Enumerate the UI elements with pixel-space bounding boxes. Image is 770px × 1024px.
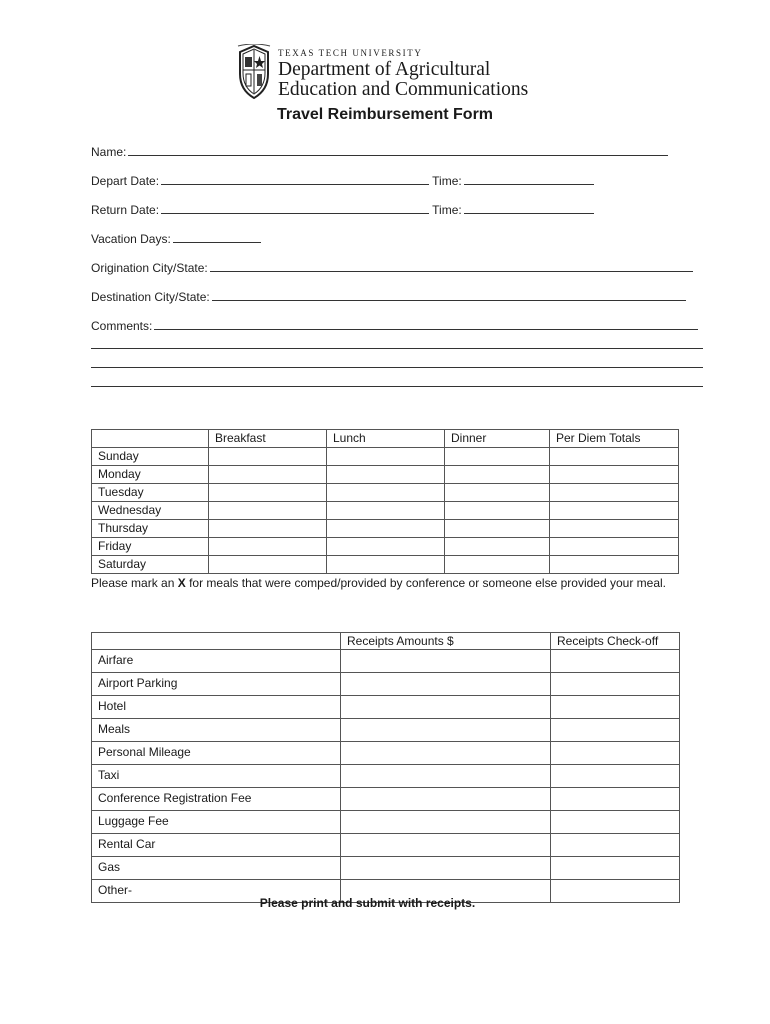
lunch-cell[interactable] [327,448,445,466]
submit-instruction: Please print and submit with receipts. [259,896,476,910]
receipt-checkoff-cell[interactable] [551,650,680,673]
lunch-cell[interactable] [327,520,445,538]
origination-label: Origination City/State: [91,261,208,275]
expense-row-personal-mileage [92,742,680,765]
lunch-cell[interactable] [327,556,445,574]
meals-header-blank [92,430,209,448]
receipt-checkoff-cell[interactable] [551,811,680,834]
receipt-checkoff-cell[interactable] [551,673,680,696]
return-time-label: Time: [432,203,462,217]
receipt-checkoff-cell[interactable] [551,742,680,765]
return-time-line[interactable] [464,202,594,214]
comments-line-4[interactable] [91,374,703,387]
receipt-checkoff-cell[interactable] [551,788,680,811]
return-date-line[interactable] [161,202,429,214]
per-diem-cell[interactable] [550,520,679,538]
name-field-row [91,144,668,159]
expenses-header-row [92,633,680,650]
meals-row-tuesday [92,484,679,502]
destination-row [91,289,686,304]
expense-label: Rental Car [92,834,341,857]
breakfast-cell[interactable] [209,520,327,538]
meals-header-breakfast: Breakfast [209,430,327,448]
dinner-cell[interactable] [445,466,550,484]
meals-row-thursday [92,520,679,538]
expenses-header-checkoff: Receipts Check-off [551,633,680,650]
department-name-line1: Department of Agricultural [278,59,491,80]
dinner-cell[interactable] [445,556,550,574]
receipt-amount-cell[interactable] [341,650,551,673]
meals-header-dinner: Dinner [445,430,550,448]
receipt-amount-cell[interactable] [341,673,551,696]
breakfast-cell[interactable] [209,466,327,484]
comments-line-3[interactable] [91,355,703,368]
receipt-amount-cell[interactable] [341,834,551,857]
meals-header-row [92,430,679,448]
dinner-cell[interactable] [445,484,550,502]
receipt-amount-cell[interactable] [341,696,551,719]
per-diem-cell[interactable] [550,466,679,484]
expense-label: Airfare [92,650,341,673]
meals-row-wednesday [92,502,679,520]
vacation-row [91,231,261,246]
meals-table [91,429,679,574]
department-name-line2: Education and Communications [278,79,529,100]
day-label: Tuesday [92,484,209,502]
dinner-cell[interactable] [445,538,550,556]
dinner-cell[interactable] [445,520,550,538]
depart-date-label: Depart Date: [91,174,160,188]
vacation-days-line[interactable] [173,231,261,243]
lunch-cell[interactable] [327,538,445,556]
per-diem-cell[interactable] [550,556,679,574]
breakfast-cell[interactable] [209,556,327,574]
expense-label: Gas [92,857,341,880]
meals-row-saturday [92,556,679,574]
origination-line[interactable] [210,260,693,272]
meals-header-lunch: Lunch [327,430,445,448]
lunch-cell[interactable] [327,502,445,520]
expense-row-taxi [92,765,680,788]
expenses-header-blank [92,633,341,650]
return-row [91,202,594,217]
comments-label: Comments: [91,319,153,333]
per-diem-cell[interactable] [550,484,679,502]
expense-label: Meals [92,719,341,742]
dinner-cell[interactable] [445,448,550,466]
form-title: Travel Reimbursement Form [276,106,494,123]
expenses-header-amounts: Receipts Amounts $ [341,633,551,650]
depart-row [91,173,594,188]
lunch-cell[interactable] [327,484,445,502]
expense-row-hotel [92,696,680,719]
expense-label: Luggage Fee [92,811,341,834]
receipt-amount-cell[interactable] [341,742,551,765]
receipt-checkoff-cell[interactable] [551,834,680,857]
receipt-checkoff-cell[interactable] [551,719,680,742]
expense-row-luggage-fee [92,811,680,834]
expense-row-gas [92,857,680,880]
expense-label: Conference Registration Fee [92,788,341,811]
expense-label: Personal Mileage [92,742,341,765]
name-line[interactable] [128,144,668,156]
expenses-table [91,632,680,903]
day-label: Thursday [92,520,209,538]
expense-row-airfare [92,650,680,673]
meals-note-after: for meals that were comped/provided by conference or someone else provided your meal. [185,576,666,590]
meals-note [91,576,666,590]
meals-note-mark: X [177,576,186,590]
breakfast-cell[interactable] [209,502,327,520]
vacation-days-label: Vacation Days: [91,232,171,246]
breakfast-cell[interactable] [209,538,327,556]
day-label: Sunday [92,448,209,466]
day-label: Saturday [92,556,209,574]
receipt-amount-cell[interactable] [341,811,551,834]
destination-label: Destination City/State: [91,290,210,304]
day-label: Friday [92,538,209,556]
depart-time-line[interactable] [464,173,594,185]
receipt-amount-cell[interactable] [341,719,551,742]
meals-note-before: Please mark an [91,576,178,590]
expense-label: Airport Parking [92,673,341,696]
letterhead [236,44,576,104]
receipt-amount-cell[interactable] [341,788,551,811]
meals-row-monday [92,466,679,484]
comments-line-1[interactable] [154,318,698,330]
return-date-label: Return Date: [91,203,160,217]
breakfast-cell[interactable] [209,484,327,502]
expense-label: Taxi [92,765,341,788]
expense-row-rental-car [92,834,680,857]
expense-label: Hotel [92,696,341,719]
destination-line[interactable] [212,289,686,301]
meals-row-sunday [92,448,679,466]
receipt-checkoff-cell[interactable] [551,857,680,880]
per-diem-cell[interactable] [550,538,679,556]
university-name: TEXAS TECH UNIVERSITY [278,48,423,58]
comments-line-2[interactable] [91,336,703,349]
meals-header-per-diem: Per Diem Totals [550,430,679,448]
meals-row-friday [92,538,679,556]
day-label: Monday [92,466,209,484]
receipt-amount-cell[interactable] [341,765,551,788]
receipt-checkoff-cell[interactable] [551,696,680,719]
expense-label: Other- [92,880,341,903]
receipt-checkoff-cell[interactable] [551,765,680,788]
lunch-cell[interactable] [327,466,445,484]
per-diem-cell[interactable] [550,502,679,520]
name-label: Name: [91,145,127,159]
day-label: Wednesday [92,502,209,520]
dinner-cell[interactable] [445,502,550,520]
comments-row [91,318,698,333]
expense-row-airport-parking [92,673,680,696]
per-diem-cell[interactable] [550,448,679,466]
depart-time-label: Time: [432,174,462,188]
expense-row-meals [92,719,680,742]
university-seal-icon [236,44,272,102]
receipt-amount-cell[interactable] [341,857,551,880]
expense-row-conference-registration [92,788,680,811]
depart-date-line[interactable] [161,173,429,185]
breakfast-cell[interactable] [209,448,327,466]
origination-row [91,260,693,275]
